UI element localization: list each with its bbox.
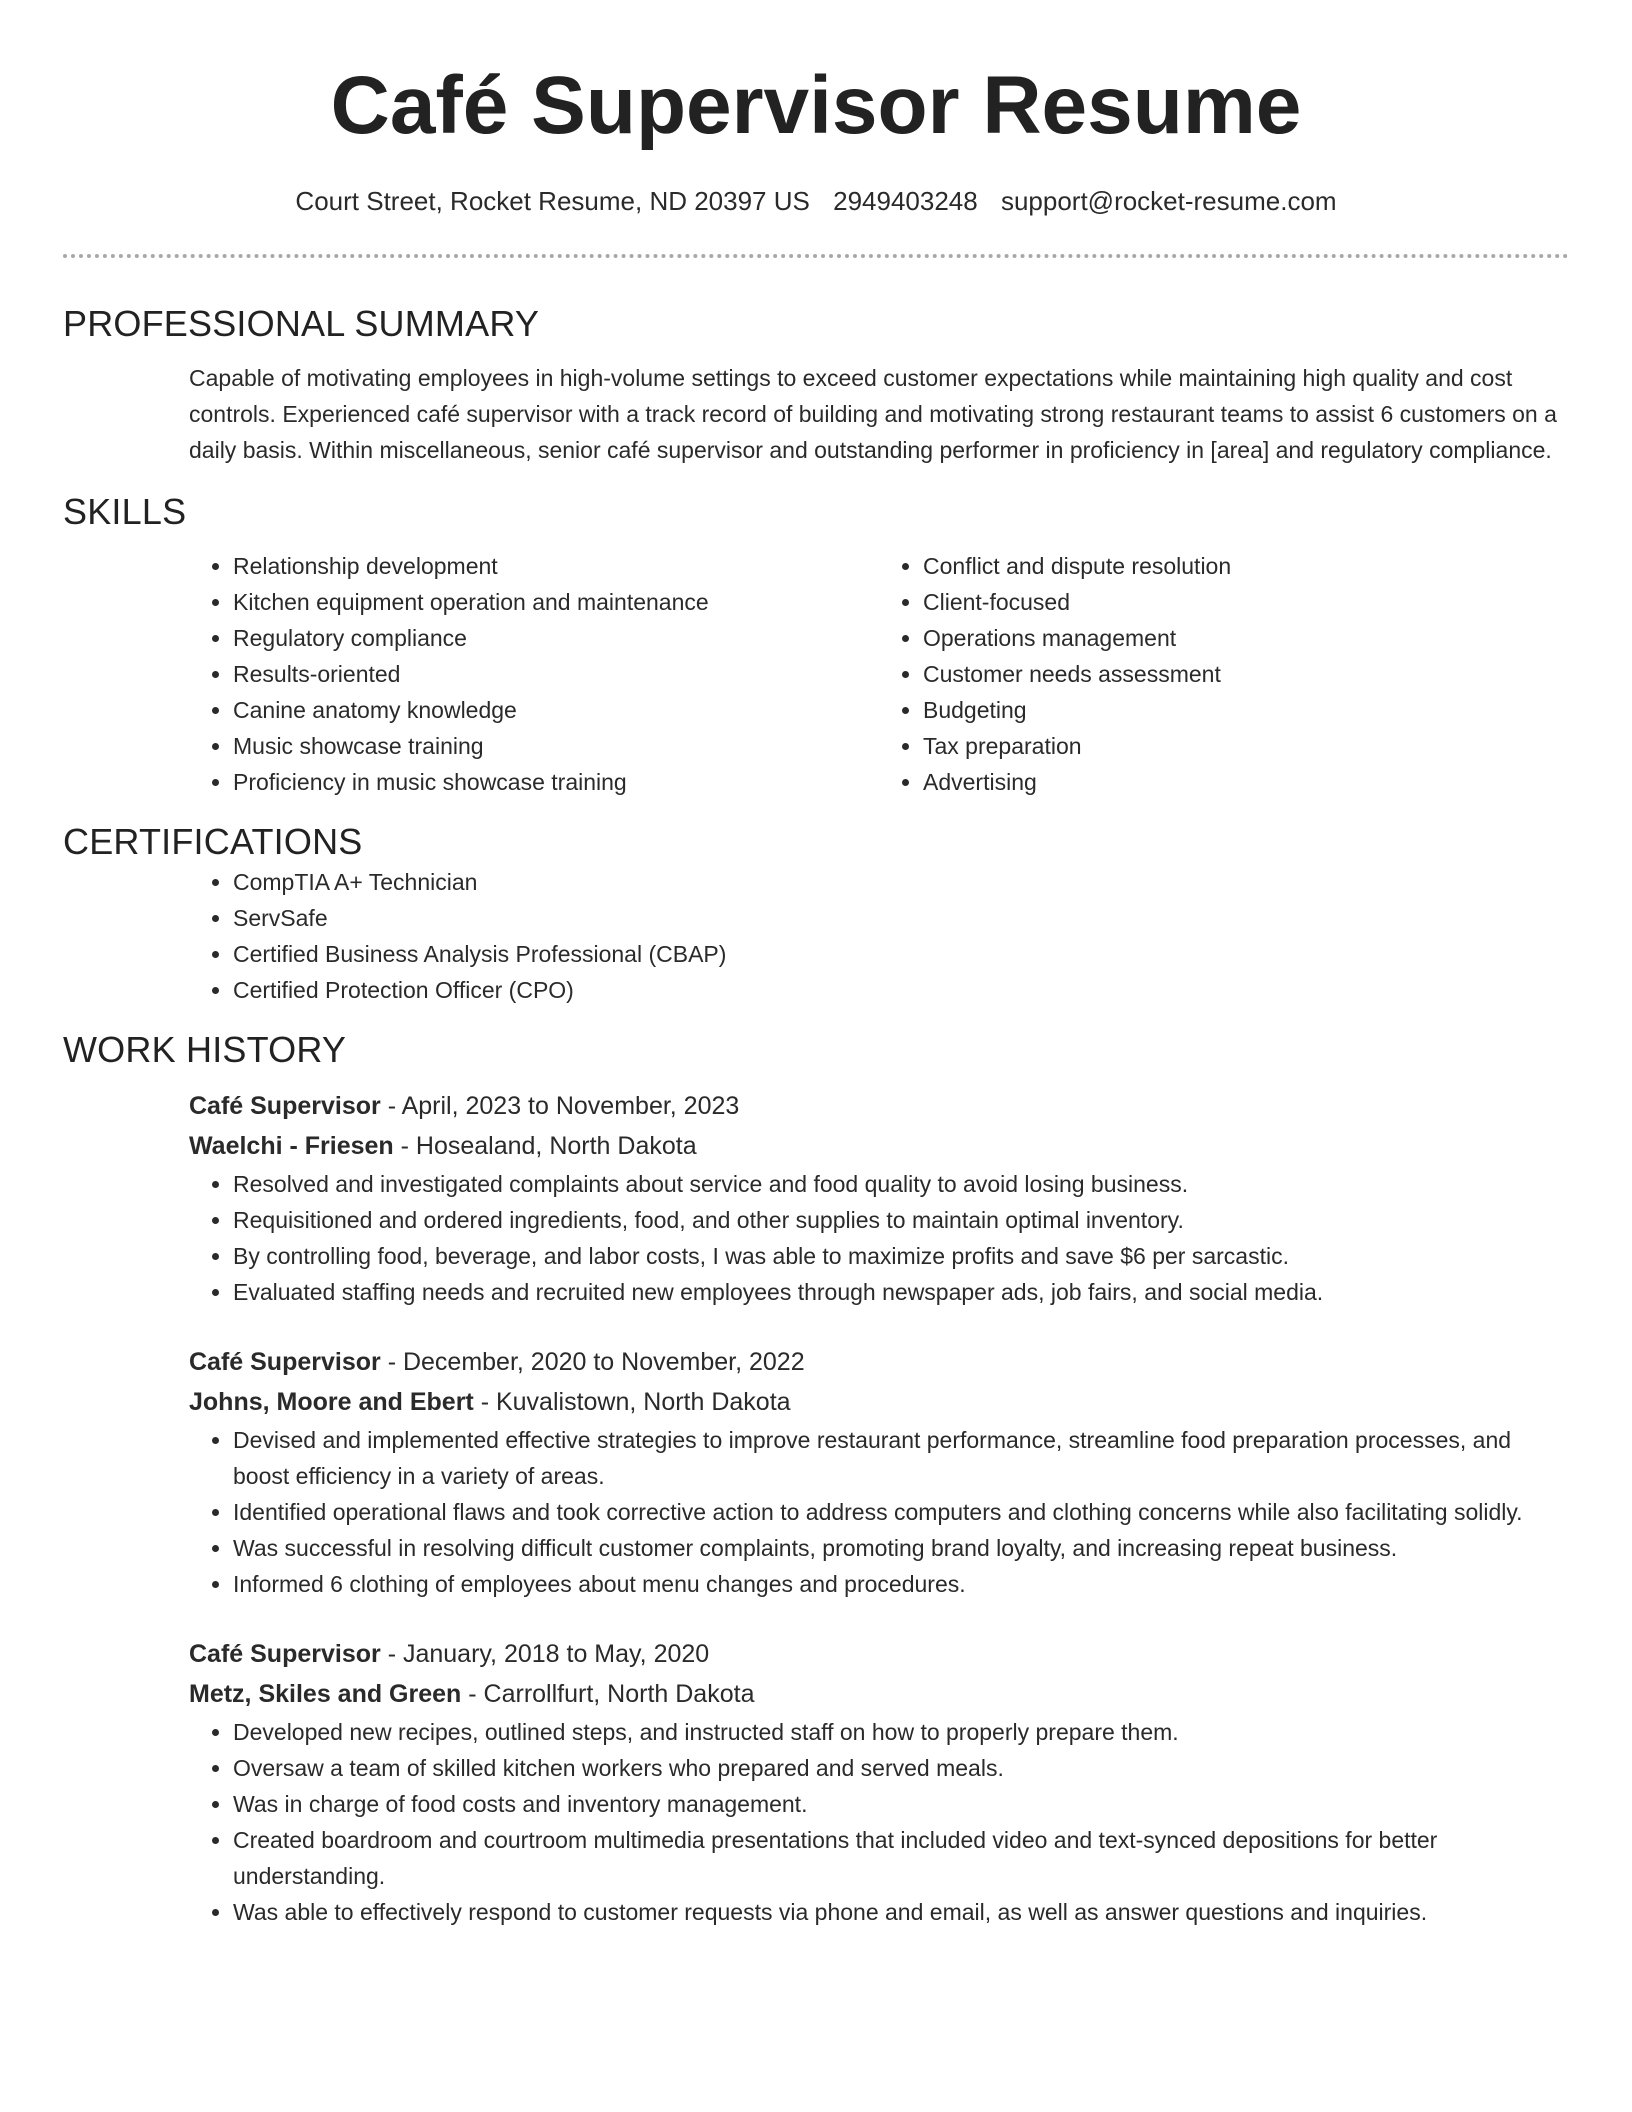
job-title-line <box>189 1086 1569 1126</box>
work-history-section <box>63 1028 1569 1930</box>
job-bullet-list <box>189 1166 1569 1310</box>
job-location: - Carrollfurt, North Dakota <box>461 1680 755 1708</box>
summary-heading: PROFESSIONAL SUMMARY <box>63 303 540 344</box>
job-dates: - April, 2023 to November, 2023 <box>380 1092 740 1120</box>
contact-address: Court Street, Rocket Resume, ND 20397 US <box>295 186 810 216</box>
job-title-line <box>189 1634 1569 1674</box>
certification-item: • Certified Protection Officer (CPO) <box>233 972 1569 1008</box>
job-title-line <box>189 1342 1569 1382</box>
summary-text: Capable of motivating employees in high-volume settings to exceed customer expectations while maintaining high quality and cost controls. Experienced café supervisor with a track record of building and motivating strong restaurant teams to assist 6 customers on a daily basis. Within miscellaneous, senior café supervisor and outstanding performer in proficiency in [area] and regulatory compliance. <box>189 365 1557 463</box>
skills-grid <box>189 548 1569 800</box>
certification-item: • ServSafe <box>233 900 1569 936</box>
certifications-list <box>189 864 1569 1008</box>
job-location: - Hosealand, North Dakota <box>393 1132 697 1160</box>
job-bullet: • Was able to effectively respond to customer requests via phone and email, as well as answer questions and inquiries. <box>233 1894 1569 1930</box>
job-dates: - December, 2020 to November, 2022 <box>380 1348 805 1376</box>
job-bullet: • Was in charge of food costs and inventory management. <box>233 1786 1569 1822</box>
job-company: Metz, Skiles and Green <box>189 1680 462 1708</box>
job-bullet: • Identified operational flaws and took corrective action to address computers and clothing concerns while also facilitating solidly. <box>233 1494 1569 1530</box>
skill-item: • Customer needs assessment <box>923 656 1569 692</box>
skill-item: • Tax preparation <box>923 728 1569 764</box>
job-entry <box>189 1086 1569 1310</box>
job-bullet-list <box>189 1422 1569 1602</box>
certification-item: • CompTIA A+ Technician <box>233 864 1569 900</box>
skills-list-left <box>189 548 879 800</box>
job-bullet: • Requisitioned and ordered ingredients, food, and other supplies to maintain optimal inventory. <box>233 1202 1569 1238</box>
job-bullet: • Devised and implemented effective strategies to improve restaurant performance, streamline food preparation processes, and boost efficiency in a variety of areas. <box>233 1422 1569 1494</box>
skill-item: • Music showcase training <box>233 728 879 764</box>
work-history-heading: WORK HISTORY <box>63 1029 347 1070</box>
skill-item: • Results-oriented <box>233 656 879 692</box>
contact-email: support@rocket-resume.com <box>1000 186 1337 216</box>
job-bullet: • Evaluated staffing needs and recruited new employees through newspaper ads, job fairs, and social media. <box>233 1274 1569 1310</box>
job-company-line <box>189 1382 1569 1422</box>
skill-item: • Proficiency in music showcase training <box>233 764 879 800</box>
skill-item: • Client-focused <box>923 584 1569 620</box>
contact-phone: 2949403248 <box>833 186 978 216</box>
job-company-line <box>189 1674 1569 1714</box>
skills-list-right <box>879 548 1569 800</box>
skills-heading: SKILLS <box>63 491 187 532</box>
skill-item: • Operations management <box>923 620 1569 656</box>
skill-item: • Relationship development <box>233 548 879 584</box>
job-bullet: • By controlling food, beverage, and labor costs, I was able to maximize profits and save $6 per sarcastic. <box>233 1238 1569 1274</box>
job-bullet: • Resolved and investigated complaints about service and food quality to avoid losing business. <box>233 1166 1569 1202</box>
professional-summary-section <box>63 302 1569 468</box>
job-bullet: • Oversaw a team of skilled kitchen workers who prepared and served meals. <box>233 1750 1569 1786</box>
job-dates: - January, 2018 to May, 2020 <box>380 1640 710 1668</box>
certifications-heading: CERTIFICATIONS <box>63 821 363 862</box>
certification-item: • Certified Business Analysis Professional (CBAP) <box>233 936 1569 972</box>
job-company: Johns, Moore and Ebert <box>189 1388 474 1416</box>
header-divider <box>63 254 1569 258</box>
job-bullet: • Developed new recipes, outlined steps, and instructed staff on how to properly prepare them. <box>233 1714 1569 1750</box>
job-bullet: • Was successful in resolving difficult customer complaints, promoting brand loyalty, and increasing repeat business. <box>233 1530 1569 1566</box>
skill-item: • Conflict and dispute resolution <box>923 548 1569 584</box>
job-title: Café Supervisor <box>189 1348 381 1376</box>
skill-item: • Budgeting <box>923 692 1569 728</box>
skills-section <box>63 490 1569 800</box>
certifications-section <box>63 820 1569 1008</box>
job-entry <box>189 1634 1569 1930</box>
job-bullet-list <box>189 1714 1569 1930</box>
skill-item: • Kitchen equipment operation and maintenance <box>233 584 879 620</box>
contact-line <box>63 184 1569 218</box>
job-company-line <box>189 1126 1569 1166</box>
job-entry <box>189 1342 1569 1602</box>
job-company: Waelchi - Friesen <box>189 1132 394 1160</box>
job-bullet: • Informed 6 clothing of employees about menu changes and procedures. <box>233 1566 1569 1602</box>
job-bullet: • Created boardroom and courtroom multimedia presentations that included video and text-synced depositions for better understanding. <box>233 1822 1569 1894</box>
job-location: - Kuvalistown, North Dakota <box>473 1388 791 1416</box>
skill-item: • Advertising <box>923 764 1569 800</box>
resume-title: Café Supervisor Resume <box>330 60 1302 151</box>
skill-item: • Canine anatomy knowledge <box>233 692 879 728</box>
job-title: Café Supervisor <box>189 1640 381 1668</box>
skill-item: • Regulatory compliance <box>233 620 879 656</box>
job-title: Café Supervisor <box>189 1092 381 1120</box>
